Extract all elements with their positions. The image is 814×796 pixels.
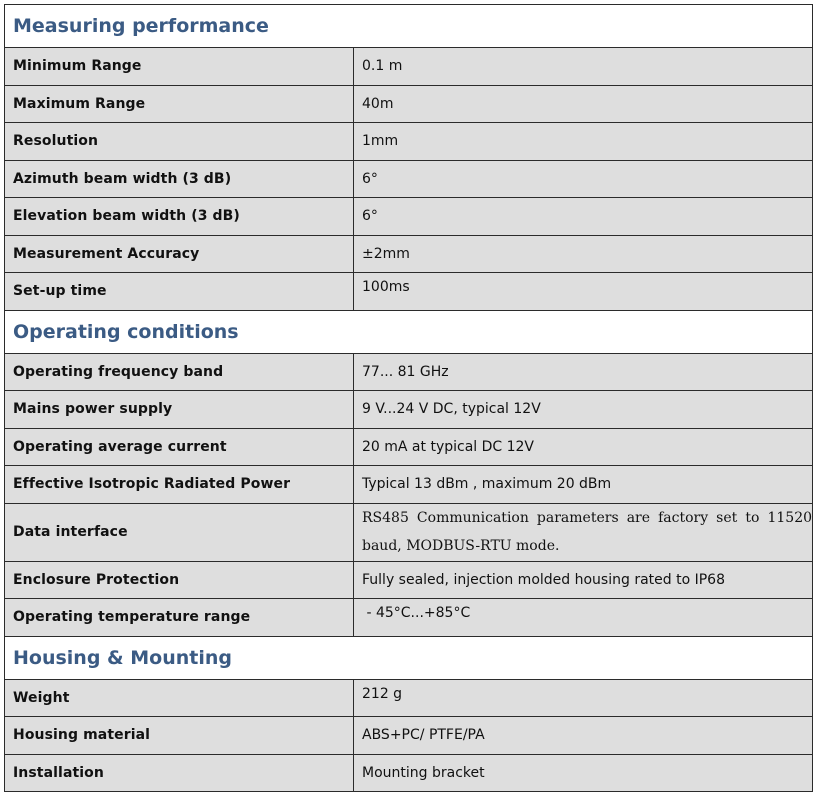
spec-label: Data interface bbox=[5, 503, 354, 561]
spec-label: Resolution bbox=[5, 123, 354, 161]
section-title: Housing & Mounting bbox=[5, 636, 813, 679]
spec-row-measurement-accuracy bbox=[5, 235, 813, 273]
spec-row-elevation-beam-width bbox=[5, 198, 813, 236]
spec-label: Azimuth beam width (3 dB) bbox=[5, 160, 354, 198]
spec-value: Typical 13 dBm , maximum 20 dBm bbox=[354, 466, 813, 504]
spec-label: Housing material bbox=[5, 717, 354, 755]
spec-label: Minimum Range bbox=[5, 48, 354, 86]
spec-value: Fully sealed, injection molded housing rated to IP68 bbox=[354, 561, 813, 599]
spec-row-resolution bbox=[5, 123, 813, 161]
spec-label: Weight bbox=[5, 679, 354, 717]
spec-value: 20 mA at typical DC 12V bbox=[354, 428, 813, 466]
spec-row-frequency-band bbox=[5, 353, 813, 391]
spec-value: 40m bbox=[354, 85, 813, 123]
spec-label: Enclosure Protection bbox=[5, 561, 354, 599]
spec-value: RS485 Communication parameters are factory set to 11520 baud, MODBUS-RTU mode. bbox=[354, 503, 813, 561]
section-title: Operating conditions bbox=[5, 310, 813, 353]
spec-label: Maximum Range bbox=[5, 85, 354, 123]
spec-row-maximum-range bbox=[5, 85, 813, 123]
spec-row-installation bbox=[5, 754, 813, 792]
section-header-housing bbox=[5, 636, 813, 679]
spec-row-temperature-range bbox=[5, 599, 813, 637]
spec-row-minimum-range bbox=[5, 48, 813, 86]
spec-value: - 45°C...+85°C bbox=[354, 599, 813, 637]
spec-row-data-interface bbox=[5, 503, 813, 561]
spec-label: Elevation beam width (3 dB) bbox=[5, 198, 354, 236]
spec-value: 77... 81 GHz bbox=[354, 353, 813, 391]
spec-row-eirp bbox=[5, 466, 813, 504]
spec-row-weight bbox=[5, 679, 813, 717]
spec-label: Operating temperature range bbox=[5, 599, 354, 637]
spec-label: Operating average current bbox=[5, 428, 354, 466]
spec-value: 1mm bbox=[354, 123, 813, 161]
spec-value: 0.1 m bbox=[354, 48, 813, 86]
spec-value: 212 g bbox=[354, 679, 813, 717]
spec-row-setup-time bbox=[5, 273, 813, 311]
section-header-operating bbox=[5, 310, 813, 353]
spec-value: 9 V...24 V DC, typical 12V bbox=[354, 391, 813, 429]
spec-label: Mains power supply bbox=[5, 391, 354, 429]
spec-label: Installation bbox=[5, 754, 354, 792]
spec-value: 6° bbox=[354, 160, 813, 198]
spec-label: Set-up time bbox=[5, 273, 354, 311]
spec-row-mains-power bbox=[5, 391, 813, 429]
spec-row-average-current bbox=[5, 428, 813, 466]
spec-table bbox=[4, 4, 813, 792]
spec-value: Mounting bracket bbox=[354, 754, 813, 792]
spec-label: Effective Isotropic Radiated Power bbox=[5, 466, 354, 504]
section-header-measuring bbox=[5, 5, 813, 48]
spec-value: ±2mm bbox=[354, 235, 813, 273]
spec-label: Measurement Accuracy bbox=[5, 235, 354, 273]
spec-row-azimuth-beam-width bbox=[5, 160, 813, 198]
spec-row-housing-material bbox=[5, 717, 813, 755]
spec-value: ABS+PC/ PTFE/PA bbox=[354, 717, 813, 755]
spec-label: Operating frequency band bbox=[5, 353, 354, 391]
spec-value: 100ms bbox=[354, 273, 813, 311]
spec-value: 6° bbox=[354, 198, 813, 236]
section-title: Measuring performance bbox=[5, 5, 813, 48]
spec-row-enclosure-protection bbox=[5, 561, 813, 599]
